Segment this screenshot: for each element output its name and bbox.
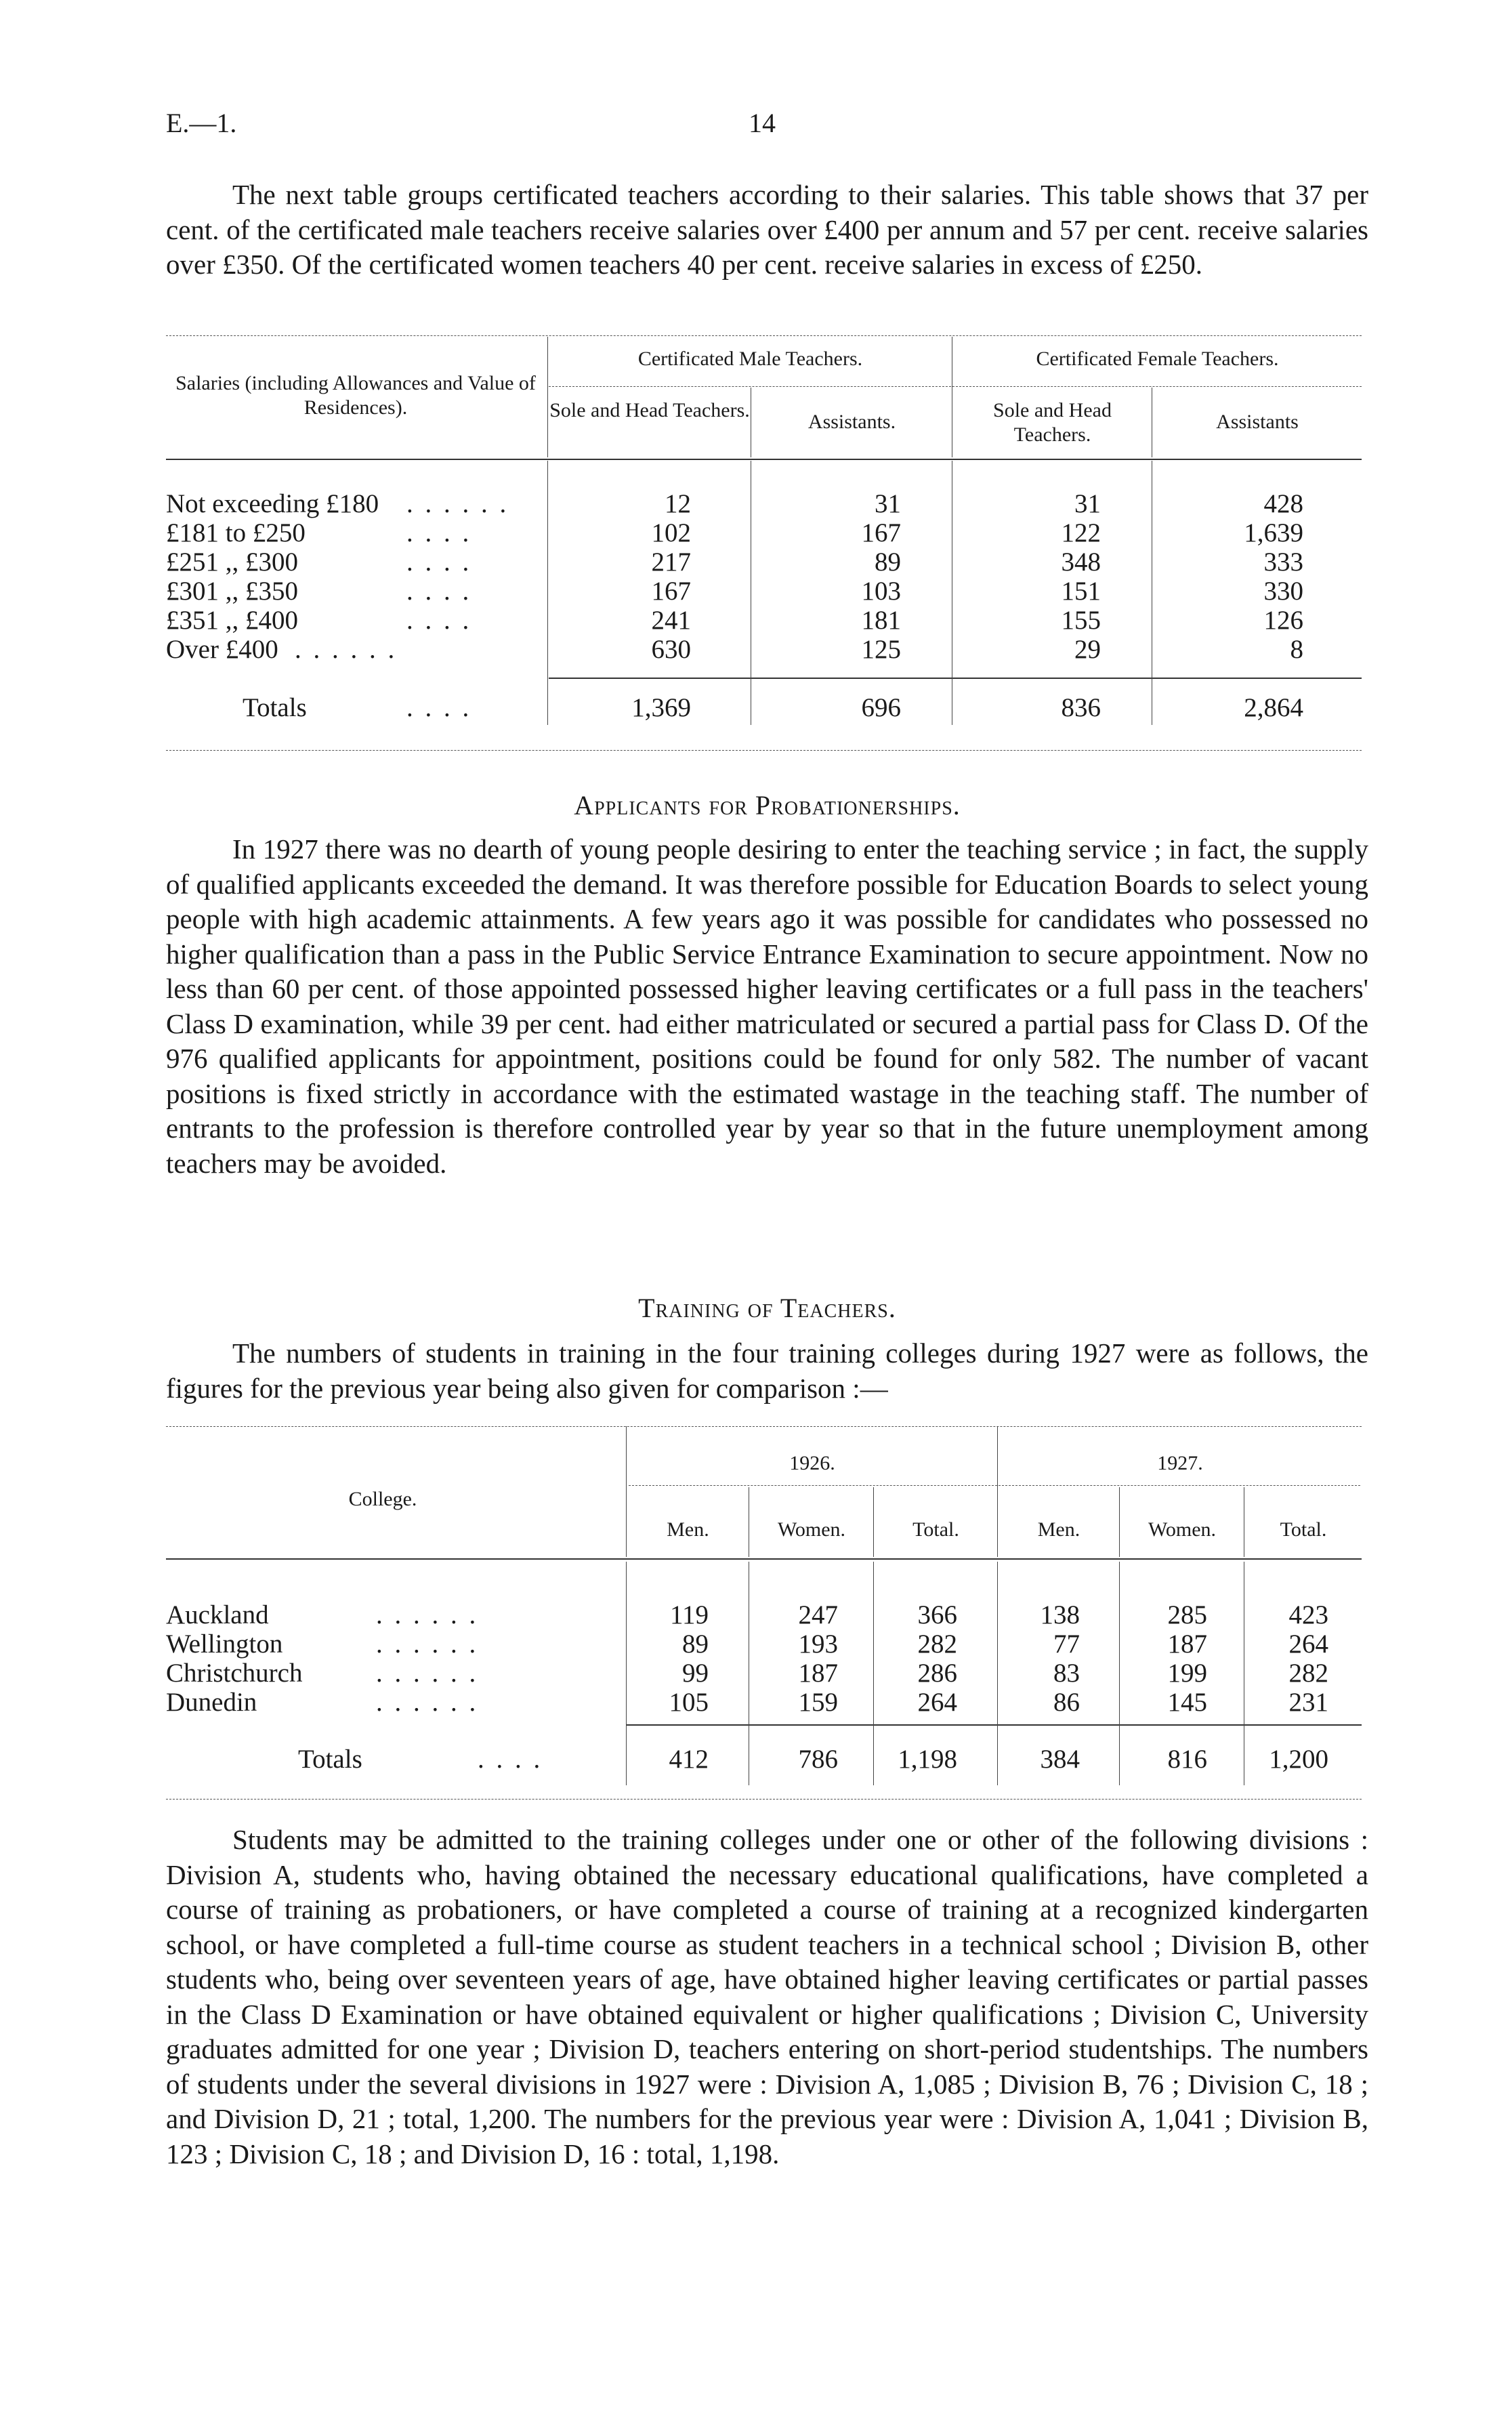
training-paragraph (166, 1336, 1368, 1406)
female-teachers-header: Certificated Female Teachers. (1036, 348, 1279, 370)
total-value: 816 (1167, 1745, 1207, 1774)
table-rule (166, 1426, 1362, 1427)
column-divider (626, 1562, 627, 1785)
cell-value: 264 (917, 1688, 957, 1717)
leader-dots: . . . . (478, 1745, 543, 1774)
cell-value: 348 (1061, 547, 1101, 577)
column-divider (626, 1426, 627, 1557)
page-number: 14 (749, 108, 776, 138)
table-rule (629, 1485, 1360, 1486)
column-divider (547, 461, 548, 725)
leader-dots: . . . . . . (406, 489, 509, 518)
cell-value: 264 (1288, 1629, 1328, 1659)
cell-value: 138 (1040, 1600, 1080, 1629)
column-divider (997, 1562, 998, 1785)
cell-value: 119 (669, 1600, 709, 1629)
table-rule (549, 678, 1362, 679)
leader-dots: . . . . . . (376, 1688, 479, 1717)
row-label: Dunedin (166, 1688, 257, 1717)
cell-value: 159 (798, 1688, 838, 1717)
applicants-paragraph (166, 832, 1368, 1181)
cell-value: 83 (1053, 1659, 1080, 1688)
section-heading-training: Training of Teachers. (638, 1293, 896, 1323)
cell-value: 29 (1074, 635, 1101, 664)
cell-value: 86 (1053, 1688, 1080, 1717)
total-value: 2,864 (1244, 693, 1303, 722)
cell-value: 1,639 (1244, 518, 1303, 547)
document-reference: E.—1. (166, 108, 237, 138)
total-value: 384 (1040, 1745, 1080, 1774)
cell-value: 151 (1061, 577, 1101, 606)
total-1926-header: Total. (912, 1518, 959, 1541)
year-1926-header: 1926. (789, 1452, 835, 1474)
cell-value: 145 (1167, 1688, 1207, 1717)
cell-value: 31 (1074, 489, 1101, 518)
leader-dots: . . . . . . (376, 1600, 479, 1629)
table-rule (166, 750, 1362, 751)
row-label: Over £400 (166, 635, 278, 664)
intro-paragraph-text: The next table groups certificated teachers according to their salaries. This table shows that 37 per cent. of the certificated male teachers receive salaries over £400 per annum and 57 per cent. receive salaries over £350. Of the certificated women teachers 40 per cent. receive salaries in excess of £250. (166, 179, 1368, 280)
cell-value: 89 (682, 1629, 709, 1659)
cell-value: 630 (651, 635, 691, 664)
cell-value: 167 (651, 577, 691, 606)
cell-value: 241 (651, 606, 691, 635)
leader-dots: . . . . (406, 606, 472, 635)
cell-value: 199 (1167, 1659, 1207, 1688)
cell-value: 102 (651, 518, 691, 547)
women-1926-header: Women. (777, 1518, 846, 1541)
salary-column-header: Salaries (including Allowances and Value of Residences). (175, 372, 536, 419)
male-sole-head-header: Sole and Head Teachers. (549, 399, 750, 421)
row-label: Auckland (166, 1600, 269, 1629)
leader-dots: . . . . (406, 547, 472, 577)
cell-value: 217 (651, 547, 691, 577)
cell-value: 330 (1263, 577, 1303, 606)
total-value: 696 (861, 693, 901, 722)
cell-value: 31 (875, 489, 901, 518)
cell-value: 89 (875, 547, 901, 577)
women-1927-header: Women. (1148, 1518, 1217, 1541)
row-label: £301 ,, £350 (166, 577, 298, 606)
row-label: £251 ,, £300 (166, 547, 298, 577)
intro-paragraph (166, 178, 1368, 283)
totals-label: Totals (243, 693, 307, 722)
cell-value: 187 (798, 1659, 838, 1688)
cell-value: 231 (1288, 1688, 1328, 1717)
row-label: £351 ,, £400 (166, 606, 298, 635)
cell-value: 193 (798, 1629, 838, 1659)
total-value: 836 (1061, 693, 1101, 722)
table-rule (166, 1558, 1362, 1560)
men-1927-header: Men. (1037, 1518, 1080, 1541)
leader-dots: . . . . (406, 577, 472, 606)
cell-value: 126 (1263, 606, 1303, 635)
cell-value: 366 (917, 1600, 957, 1629)
male-assistants-header: Assistants. (807, 411, 896, 433)
total-value: 786 (798, 1745, 838, 1774)
female-assistants-header: Assistants (1216, 411, 1299, 433)
row-label: Not exceeding £180 (166, 489, 379, 518)
total-value: 1,200 (1269, 1745, 1328, 1774)
total-value: 1,369 (631, 693, 691, 722)
total-value: 412 (669, 1745, 709, 1774)
row-label: Wellington (166, 1629, 283, 1659)
row-label: Christchurch (166, 1659, 303, 1688)
section-heading-applicants: Applicants for Probationerships. (574, 790, 961, 820)
male-teachers-header: Certificated Male Teachers. (637, 348, 863, 370)
training-paragraph-text: The numbers of students in training in the four training colleges during 1927 were as follows, the figures for the previous year being also given for comparison :— (166, 1337, 1368, 1404)
cell-value: 99 (682, 1659, 709, 1688)
cell-value: 187 (1167, 1629, 1207, 1659)
applicants-paragraph-text: In 1927 there was no dearth of young people desiring to enter the teaching service ; in fact, the supply of qualified applicants exceeded the demand. It was therefore possible for Education Boards to select young people with high academic attainments. A few years ago it was possible for candidates who possessed no higher qualification than a pass in the Public Service Entrance Examination to secure appointment. Now no less than 60 per cent. of those appointed possessed higher leaving certificates or a full pass in the teachers' Class D examination, while 39 per cent. had either matriculated or secured a partial pass for Class D. Of the 976 qualified applicants for appointment, positions could be found for only 582. The number of vacant positions is fixed strictly in accordance with the estimated wastage in the teaching staff. The number of entrants to the profession is therefore controlled year by year so that in the future unemployment among teachers may be avoided. (166, 833, 1368, 1179)
column-divider (997, 1426, 998, 1557)
table-rule (166, 335, 1362, 336)
cell-value: 125 (861, 635, 901, 664)
leader-dots: . . . . . . (376, 1659, 479, 1688)
cell-value: 105 (669, 1688, 709, 1717)
table-rule (166, 1799, 1362, 1800)
table-rule (166, 459, 1362, 460)
divisions-paragraph (166, 1823, 1368, 2171)
cell-value: 286 (917, 1659, 957, 1688)
leader-dots: . . . . . . (376, 1629, 479, 1659)
cell-value: 103 (861, 577, 901, 606)
total-value: 1,198 (898, 1745, 957, 1774)
leader-dots: . . . . (406, 518, 472, 547)
cell-value: 77 (1053, 1629, 1080, 1659)
cell-value: 428 (1263, 489, 1303, 518)
cell-value: 247 (798, 1600, 838, 1629)
college-column-header: College. (348, 1488, 417, 1510)
row-label: £181 to £250 (166, 518, 306, 547)
cell-value: 122 (1061, 518, 1101, 547)
leader-dots: . . . . . . (295, 635, 398, 664)
cell-value: 285 (1167, 1600, 1207, 1629)
leader-dots: . . . . (406, 693, 472, 722)
cell-value: 423 (1288, 1600, 1328, 1629)
cell-value: 282 (1288, 1659, 1328, 1688)
cell-value: 8 (1290, 635, 1303, 664)
cell-value: 155 (1061, 606, 1101, 635)
column-divider (1119, 1562, 1120, 1785)
cell-value: 167 (861, 518, 901, 547)
cell-value: 282 (917, 1629, 957, 1659)
column-divider (873, 1562, 874, 1785)
total-1927-header: Total. (1280, 1518, 1327, 1541)
table-rule (627, 1724, 1362, 1726)
totals-label: Totals (298, 1745, 362, 1774)
cell-value: 12 (665, 489, 691, 518)
column-divider (547, 337, 548, 457)
column-divider (1119, 1487, 1120, 1557)
column-divider (873, 1487, 874, 1557)
year-1927-header: 1927. (1157, 1452, 1203, 1474)
cell-value: 333 (1263, 547, 1303, 577)
divisions-paragraph-text: Students may be admitted to the training colleges under one or other of the following divisions : Division A, students who, having obtained the necessary educational qualifications, have completed a course of training as probationers, or have completed a course of training at a recognized kindergarten school, or have completed a full-time course as student teachers in a technical school ; Division B, other students who, being over seventeen years of age, have obtained higher leaving certificates or partial passes in the Class D Examination or have obtained equivalent or higher qualifications ; Division C, University graduates admitted for one year ; Division D, teachers entering on short-period studentships. The numbers of students under the several divisions in 1927 were : Division A, 1,085 ; Division B, 76 ; Division C, 18 ; and Division D, 21 ; total, 1,200. The numbers for the previous year were : Division A, 1,041 ; Division B, 123 ; Division C, 18 ; and Division D, 16 : total, 1,198. (166, 1824, 1368, 2169)
female-sole-head-header: Sole and Head Teachers. (993, 399, 1112, 446)
cell-value: 181 (861, 606, 901, 635)
table-rule (549, 386, 1362, 387)
men-1926-header: Men. (667, 1518, 709, 1541)
